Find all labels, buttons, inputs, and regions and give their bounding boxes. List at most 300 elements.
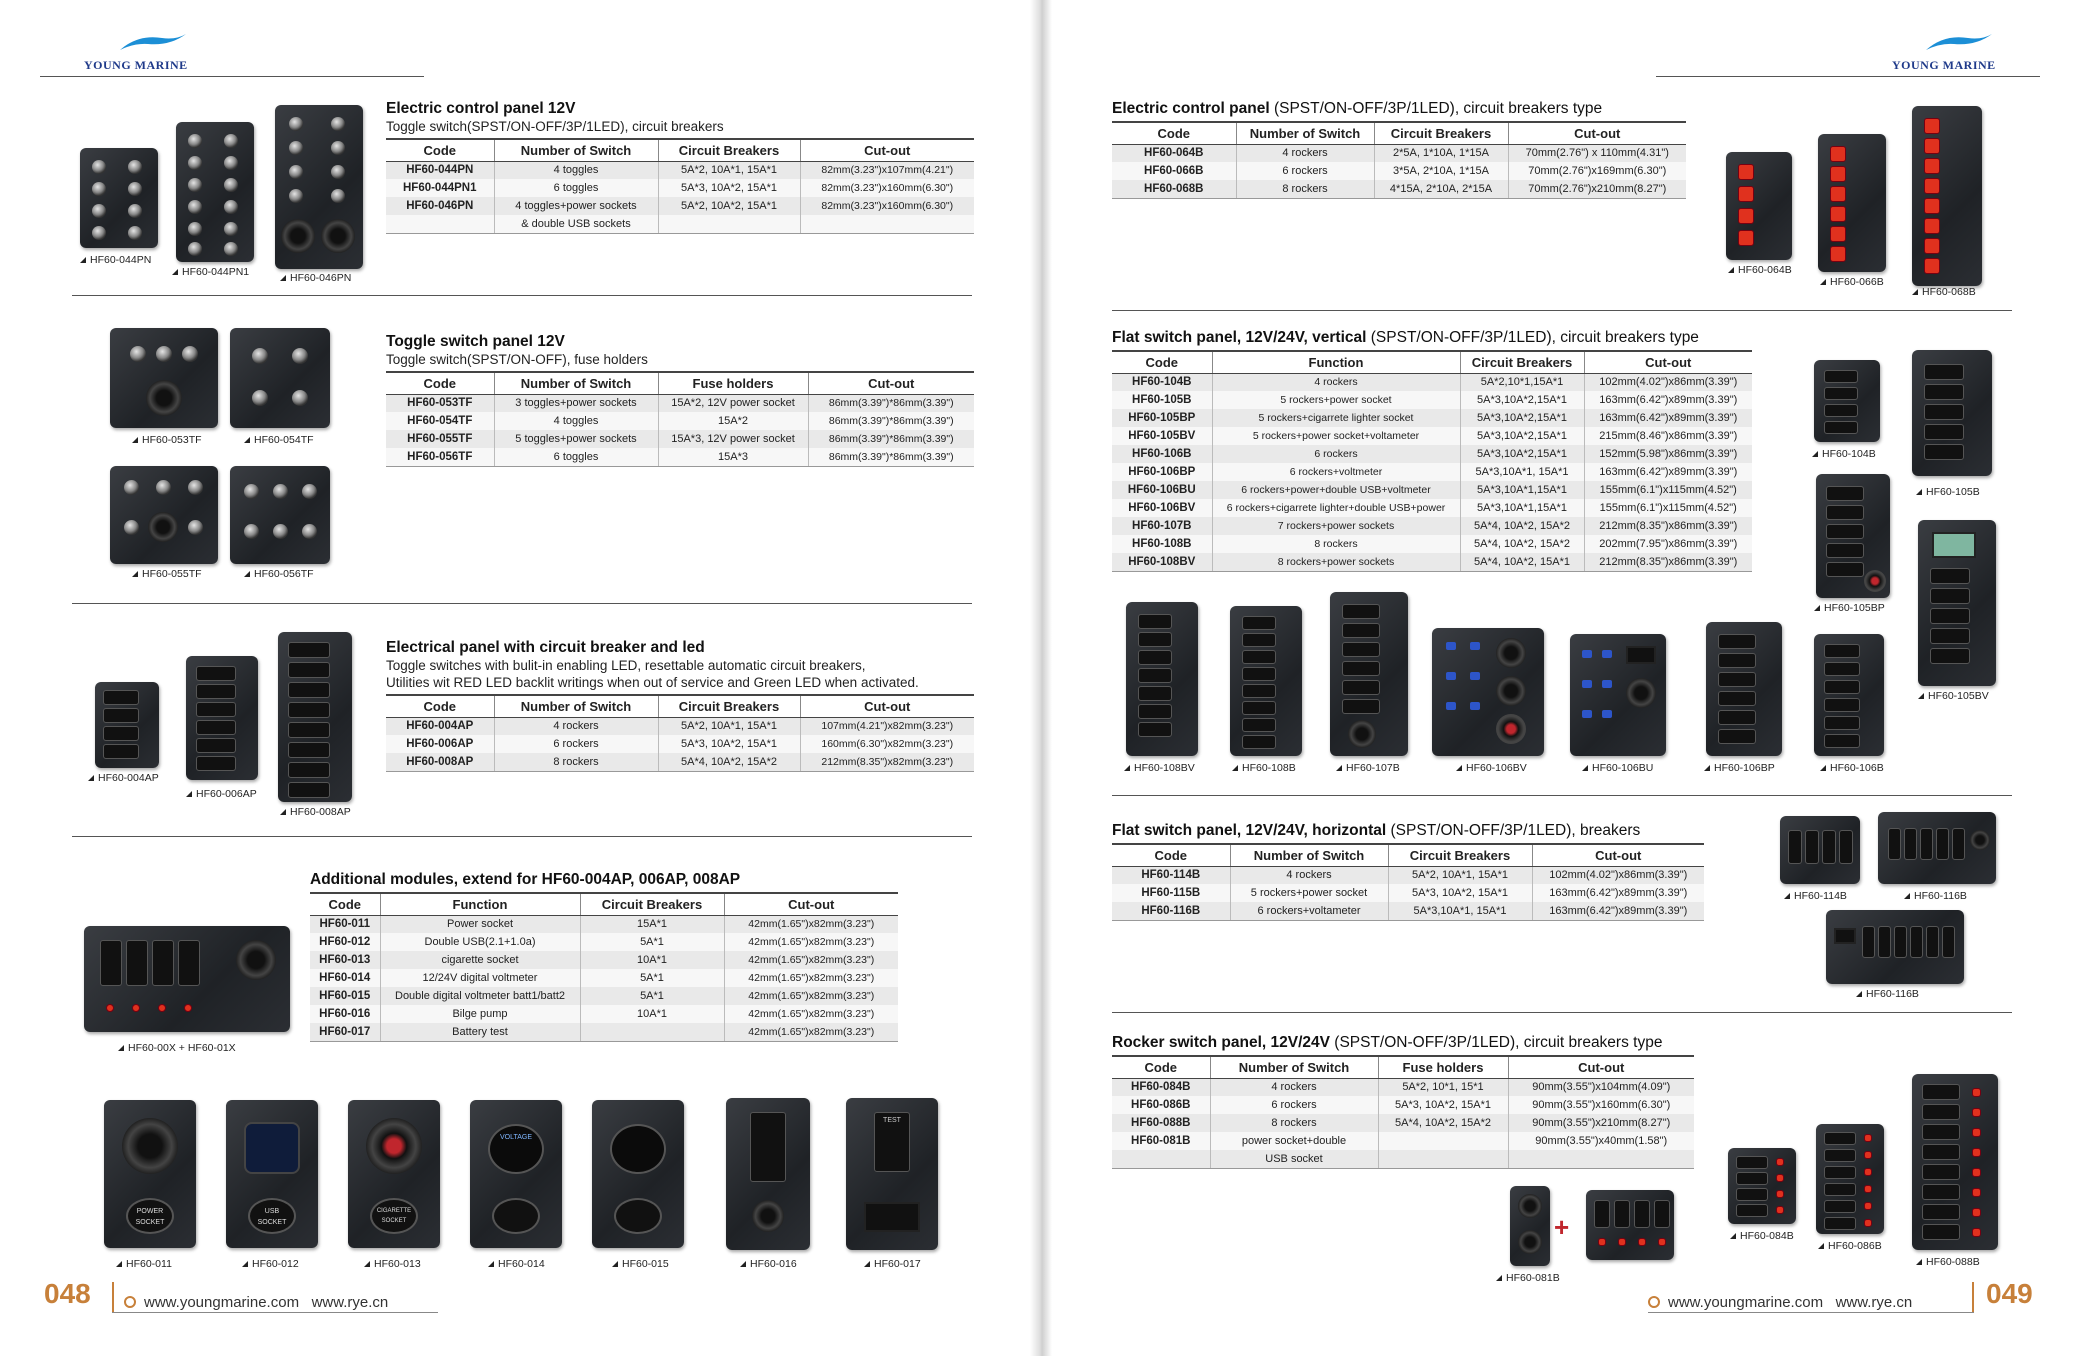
product-image-hf60-053tf	[110, 328, 218, 428]
led-display-icon	[864, 1202, 920, 1232]
spec-table	[1112, 843, 1704, 921]
cell: 3*5A, 2*10A, 1*15A	[1374, 162, 1508, 180]
cell: 4 rockers	[1230, 866, 1388, 884]
product-image-hf60-017	[846, 1098, 938, 1250]
cell: 42mm(1.65")x82mm(3.23")	[724, 951, 898, 969]
section-divider	[72, 603, 972, 604]
table-row	[310, 951, 898, 969]
table-row	[1112, 517, 1752, 535]
caption-hf60-115b: HF60-116B	[1904, 890, 1967, 902]
spec-table	[386, 694, 974, 772]
cell: 6 rockers+voltmeter	[1212, 463, 1460, 481]
voltmeter-display-icon: VOLTAGE	[488, 1124, 544, 1174]
product-image-hf60-066b	[1818, 134, 1886, 272]
cell: 4*15A, 2*10A, 2*15A	[1374, 180, 1508, 198]
caption-hf60-106bp: HF60-106BP	[1704, 762, 1775, 774]
cell-code: HF60-086B	[1112, 1096, 1210, 1114]
cell: 163mm(6.42")x89mm(3.39")	[1532, 902, 1704, 920]
product-image-hf60-081b	[1510, 1186, 1550, 1266]
table-row	[386, 161, 974, 179]
table-row	[386, 430, 974, 448]
product-image-hf60-044pn1	[176, 122, 254, 262]
cell: 8 rockers	[494, 753, 658, 771]
caption-hf60-055tf: HF60-055TF	[132, 568, 202, 580]
cell: 215mm(8.46")x86mm(3.39")	[1584, 427, 1752, 445]
cell-code: HF60-015	[310, 987, 380, 1005]
cell-code: HF60-105BV	[1112, 427, 1212, 445]
cell: 5A*3,10A*1, 15A*1	[1460, 463, 1584, 481]
caption-hf60-013: HF60-013	[364, 1258, 421, 1270]
product-image-hf60-106bp	[1706, 622, 1782, 756]
cell: 5A*3, 10A*2, 15A*1	[1378, 1096, 1508, 1114]
col-header: Function	[380, 893, 580, 915]
section-toggle-switch-panel-12v	[386, 333, 974, 467]
footer-rule-left	[112, 1312, 438, 1313]
spec-table	[310, 892, 898, 1042]
cell: 5A*3, 10A*2, 15A*1	[1388, 884, 1532, 902]
footer-url[interactable]: www.youngmarine.com	[144, 1294, 300, 1311]
cell: 6 rockers	[1236, 162, 1374, 180]
col-header: Cut-out	[800, 695, 974, 717]
caption-hf60-106bu: HF60-106BU	[1582, 762, 1653, 774]
cell: 212mm(8.35")x86mm(3.39")	[1584, 553, 1752, 571]
title-rest: (SPST/ON-OFF/3P/1LED), circuit breakers type	[1370, 329, 1699, 346]
section-electrical-panel-led	[386, 639, 974, 772]
cell-code: HF60-105BP	[1112, 409, 1212, 427]
cell: 152mm(5.98")x86mm(3.39")	[1584, 445, 1752, 463]
module-label: CIGARETTE SOCKET	[370, 1198, 418, 1234]
table-row	[1112, 1114, 1694, 1132]
caption-hf60-00x-combo: HF60-00X + HF60-01X	[118, 1042, 236, 1054]
cell-code: HF60-106BV	[1112, 499, 1212, 517]
cell-code: HF60-016	[310, 1005, 380, 1023]
col-header: Cut-out	[1532, 844, 1704, 866]
cell-code: HF60-046PN	[386, 197, 494, 215]
page-number-right: 049	[1986, 1278, 2033, 1309]
cell-code: HF60-012	[310, 933, 380, 951]
title-rest: (SPST/ON-OFF/3P/1LED), circuit breakers type	[1273, 100, 1603, 117]
cell: 5A*3, 10A*2, 15A*1	[658, 735, 800, 753]
caption-hf60-046pn: HF60-046PN	[280, 272, 351, 284]
dual-voltmeter-display-icon	[610, 1124, 666, 1174]
col-header: Number of Switch	[1236, 122, 1374, 144]
product-image-hf60-056tf	[230, 466, 330, 564]
cell: 4 toggles	[494, 412, 658, 430]
table-row	[310, 1023, 898, 1041]
cell: 5A*2, 10A*1, 15A*1	[658, 717, 800, 735]
table-row	[386, 197, 974, 215]
cell: 6 rockers+power+double USB+voltmeter	[1212, 481, 1460, 499]
col-header: Number of Switch	[1230, 844, 1388, 866]
caption-hf60-106bv: HF60-106BV	[1456, 762, 1527, 774]
table-row	[310, 933, 898, 951]
spec-table	[386, 138, 974, 234]
cell: 86mm(3.39")*86mm(3.39")	[808, 412, 974, 430]
cell: 90mm(3.55")x160mm(6.30")	[1508, 1096, 1694, 1114]
section-flat-switch-vertical	[1112, 329, 1752, 572]
cell-code: HF60-008AP	[386, 753, 494, 771]
spec-table	[1112, 350, 1752, 572]
title-rest: (SPST/ON-OFF/3P/1LED), breakers	[1390, 822, 1641, 839]
cell: 212mm(8.35")x86mm(3.39")	[1584, 517, 1752, 535]
col-header: Cut-out	[1508, 1056, 1694, 1078]
cell-code: HF60-088B	[1112, 1114, 1210, 1132]
product-image-hf60-046pn	[275, 105, 363, 269]
col-header: Code	[1112, 351, 1212, 373]
col-header: Number of Switch	[1210, 1056, 1378, 1078]
caption-hf60-105bp: HF60-105BP	[1814, 602, 1885, 614]
caption-hf60-086b: HF60-086B	[1818, 1240, 1882, 1252]
title-bold: Electric control panel	[1112, 100, 1270, 117]
caption-hf60-088b: HF60-088B	[1916, 1256, 1980, 1268]
cell: 107mm(4.21")x82mm(3.23")	[800, 717, 974, 735]
cell: 42mm(1.65")x82mm(3.23")	[724, 933, 898, 951]
cell-code	[1112, 1150, 1210, 1168]
cell: 160mm(6.30")x82mm(3.23")	[800, 735, 974, 753]
product-image-hf60-011	[104, 1100, 196, 1248]
table-row	[1112, 180, 1686, 198]
cell-code: HF60-081B	[1112, 1132, 1210, 1150]
product-image-hf60-108bv	[1126, 602, 1198, 756]
cell: 5 rockers+cigarrete lighter socket	[1212, 409, 1460, 427]
cell-code: HF60-014	[310, 969, 380, 987]
section-electric-control-panel	[1112, 100, 1686, 199]
cell: 10A*1	[580, 1005, 724, 1023]
cell: 102mm(4.02")x86mm(3.39")	[1584, 373, 1752, 391]
product-image-hf60-054tf	[230, 328, 330, 428]
cell: 15A*3, 12V power socket	[658, 430, 808, 448]
cell: 15A*2, 12V power socket	[658, 394, 808, 412]
caption-hf60-068b: HF60-068B	[1912, 286, 1976, 298]
cell-code: HF60-104B	[1112, 373, 1212, 391]
section-electric-control-panel-12v	[386, 100, 974, 234]
section-title: Electrical panel with circuit breaker and led	[386, 639, 705, 656]
col-header: Code	[1112, 122, 1236, 144]
globe-icon	[124, 1296, 136, 1308]
section-title	[1112, 329, 1752, 347]
cell: 4 rockers	[1236, 144, 1374, 162]
cell-code: HF60-017	[310, 1023, 380, 1041]
col-header: Circuit Breakers	[1388, 844, 1532, 866]
header-rule-right	[1656, 76, 2040, 77]
title-bold: Flat switch panel, 12V/24V, vertical	[1112, 329, 1367, 346]
cell: 163mm(6.42")x89mm(3.39")	[1584, 391, 1752, 409]
cell: 90mm(3.55")x104mm(4.09")	[1508, 1078, 1694, 1096]
section-subtitle: Utilities wit RED LED backlit writings when out of service and Green LED when activated.	[386, 675, 919, 690]
table-row	[310, 987, 898, 1005]
cell: 5 rockers+power socket	[1230, 884, 1388, 902]
product-image-hf60-106bu	[1570, 634, 1666, 756]
product-image-hf60-115b	[1878, 812, 1996, 884]
caption-hf60-114b: HF60-114B	[1784, 890, 1847, 902]
section-subtitle: Toggle switches with bulit-in enabling LED, resettable automatic circuit breakers,	[386, 658, 866, 673]
caption-hf60-017: HF60-017	[864, 1258, 921, 1270]
caption-hf60-066b: HF60-066B	[1820, 276, 1884, 288]
col-header: Code	[386, 695, 494, 717]
section-subtitle: Toggle switch(SPST/ON-OFF), fuse holders	[386, 352, 648, 367]
caption-hf60-056tf: HF60-056TF	[244, 568, 314, 580]
product-image-hf60-104b	[1814, 360, 1880, 442]
cell: 10A*1	[580, 951, 724, 969]
cell: 42mm(1.65")x82mm(3.23")	[724, 1023, 898, 1041]
cell: 82mm(3.23")x160mm(6.30")	[800, 197, 974, 215]
footer-url[interactable]: www.youngmarine.com	[1668, 1294, 1824, 1311]
cell: 163mm(6.42")x89mm(3.39")	[1532, 884, 1704, 902]
cell: 5A*1	[580, 969, 724, 987]
col-header: Code	[1112, 844, 1230, 866]
product-image-hf60-006ap	[186, 656, 258, 780]
cell: 5A*3,10A*2,15A*1	[1460, 445, 1584, 463]
title-bold: Flat switch panel, 12V/24V, horizontal	[1112, 822, 1387, 839]
table-row	[1112, 553, 1752, 571]
cell-code: HF60-084B	[1112, 1078, 1210, 1096]
product-image-hf60-00x-combo	[84, 926, 290, 1032]
cell: 8 rockers	[1212, 535, 1460, 553]
cell: Bilge pump	[380, 1005, 580, 1023]
col-header: Fuse holders	[1378, 1056, 1508, 1078]
cell-code: HF60-053TF	[386, 394, 494, 412]
table-row	[1112, 409, 1752, 427]
globe-icon	[1648, 1296, 1660, 1308]
caption-hf60-084b: HF60-084B	[1730, 1230, 1794, 1242]
product-image-hf60-055tf	[110, 466, 218, 564]
cell: 42mm(1.65")x82mm(3.23")	[724, 969, 898, 987]
product-image-hf60-004ap	[95, 682, 159, 768]
table-row	[1112, 391, 1752, 409]
caption-hf60-004ap: HF60-004AP	[88, 772, 159, 784]
product-image-hf60-014	[470, 1100, 562, 1248]
cell: & double USB sockets	[494, 215, 658, 233]
page-number-left: 048	[44, 1278, 91, 1309]
table-row	[1112, 162, 1686, 180]
caption-hf60-064b: HF60-064B	[1728, 264, 1792, 276]
cell: 5A*2, 10A*1, 15A*1	[658, 161, 800, 179]
col-header: Circuit Breakers	[658, 695, 800, 717]
cell-code	[386, 215, 494, 233]
cell-code: HF60-106BU	[1112, 481, 1212, 499]
footer-url[interactable]: www.rye.cn	[1835, 1294, 1913, 1311]
footer-separator	[1972, 1282, 1974, 1312]
cell: 5A*3,10A*1,15A*1	[1460, 481, 1584, 499]
table-row	[1112, 1150, 1694, 1168]
col-header: Function	[1212, 351, 1460, 373]
caption-hf60-012: HF60-012	[242, 1258, 299, 1270]
cell-code: HF60-054TF	[386, 412, 494, 430]
module-label: USB SOCKET	[248, 1198, 296, 1234]
cell-code: HF60-068B	[1112, 180, 1236, 198]
caption-hf60-044pn1: HF60-044PN1	[172, 266, 249, 278]
product-image-hf60-108b	[1230, 606, 1302, 756]
table-row	[1112, 1132, 1694, 1150]
product-image-hf60-088b	[1912, 1074, 1998, 1250]
cell-code: HF60-011	[310, 915, 380, 933]
table-row	[1112, 144, 1686, 162]
cell: 5A*3,10A*1,15A*1	[1460, 499, 1584, 517]
cell: 5 toggles+power sockets	[494, 430, 658, 448]
col-header: Circuit Breakers	[580, 893, 724, 915]
cell	[1508, 1150, 1694, 1168]
cell: 42mm(1.65")x82mm(3.23")	[724, 987, 898, 1005]
section-title: Toggle switch panel 12V	[386, 333, 565, 350]
cell: 6 rockers+cigarrete lighter+double USB+power	[1212, 499, 1460, 517]
cell: 5 rockers+power socket+voltameter	[1212, 427, 1460, 445]
footer-separator	[112, 1282, 114, 1312]
cell: 70mm(2.76")x210mm(8.27")	[1508, 180, 1686, 198]
table-row	[1112, 463, 1752, 481]
cell-code: HF60-105B	[1112, 391, 1212, 409]
caption-hf60-008ap: HF60-008AP	[280, 806, 351, 818]
caption-hf60-016: HF60-016	[740, 1258, 797, 1270]
spec-table	[386, 371, 974, 467]
cell: Power socket	[380, 915, 580, 933]
table-row	[1112, 535, 1752, 553]
title-rest: (SPST/ON-OFF/3P/1LED), circuit breakers type	[1334, 1034, 1663, 1051]
cell: 4 rockers	[1212, 373, 1460, 391]
col-header: Cut-out	[724, 893, 898, 915]
cell-code: HF60-115B	[1112, 884, 1230, 902]
brand-wave-icon	[1924, 30, 1994, 54]
section-rocker-switch-panel	[1112, 1034, 1694, 1169]
cell: 5A*4, 10A*2, 15A*2	[1378, 1114, 1508, 1132]
col-header: Cut-out	[1508, 122, 1686, 144]
cell: 6 rockers	[494, 735, 658, 753]
product-image-hf60-105bv	[1918, 520, 1996, 686]
section-title	[1112, 822, 1704, 840]
cell: 82mm(3.23")x107mm(4.21")	[800, 161, 974, 179]
cell: Battery test	[380, 1023, 580, 1041]
col-header: Cut-out	[800, 139, 974, 161]
col-header: Code	[386, 139, 494, 161]
col-header: Code	[310, 893, 380, 915]
caption-hf60-081b: HF60-081B	[1496, 1272, 1560, 1284]
spec-table	[1112, 121, 1686, 199]
caption-hf60-015: HF60-015	[612, 1258, 669, 1270]
cell: 5A*1	[580, 987, 724, 1005]
cell: 8 rockers	[1236, 180, 1374, 198]
caption-hf60-053tf: HF60-053TF	[132, 434, 202, 446]
cell: 15A*3	[658, 448, 808, 466]
col-header: Number of Switch	[494, 139, 658, 161]
col-header: Fuse holders	[658, 372, 808, 394]
cell: 6 toggles	[494, 179, 658, 197]
cell: 15A*1	[580, 915, 724, 933]
cell: USB socket	[1210, 1150, 1378, 1168]
cell: 5A*1	[580, 933, 724, 951]
section-title	[1112, 1034, 1694, 1052]
cell: 5A*3,10A*2,15A*1	[1460, 427, 1584, 445]
section-flat-switch-horizontal	[1112, 822, 1704, 921]
cell: power socket+double	[1210, 1132, 1378, 1150]
cell: 5A*3,10A*2,15A*1	[1460, 409, 1584, 427]
cell: 86mm(3.39")*86mm(3.39")	[808, 448, 974, 466]
product-image-hf60-106bv	[1432, 628, 1544, 756]
cell	[1378, 1132, 1508, 1150]
cell: 90mm(3.55")x40mm(1.58")	[1508, 1132, 1694, 1150]
table-row	[1112, 427, 1752, 445]
table-row	[1112, 373, 1752, 391]
cell: 5A*3,10A*2,15A*1	[1460, 391, 1584, 409]
section-subtitle: Toggle switch(SPST/ON-OFF/3P/1LED), circuit breakers	[386, 119, 724, 134]
header-rule-left	[40, 76, 424, 77]
table-row	[310, 1005, 898, 1023]
cell: Double USB(2.1+1.0a)	[380, 933, 580, 951]
cell-code: HF60-066B	[1112, 162, 1236, 180]
cell-code: HF60-044PN1	[386, 179, 494, 197]
col-header: Code	[386, 372, 494, 394]
col-header: Cut-out	[1584, 351, 1752, 373]
cell: 3 toggles+power sockets	[494, 394, 658, 412]
cell: 155mm(6.1")x115mm(4.52")	[1584, 499, 1752, 517]
product-image-hf60-012	[226, 1100, 318, 1248]
caption-hf60-108b: HF60-108B	[1232, 762, 1296, 774]
caption-hf60-014: HF60-014	[488, 1258, 545, 1270]
page-gutter	[1030, 0, 1052, 1356]
cell	[580, 1023, 724, 1041]
cell-code: HF60-055TF	[386, 430, 494, 448]
cell: 82mm(3.23")x160mm(6.30")	[800, 179, 974, 197]
cell: 70mm(2.76")x169mm(6.30")	[1508, 162, 1686, 180]
brand-logo-left: YOUNG MARINE	[84, 58, 188, 72]
caption-hf60-107b: HF60-107B	[1336, 762, 1400, 774]
product-image-hf60-081b-panel	[1586, 1190, 1674, 1260]
col-header: Circuit Breakers	[1374, 122, 1508, 144]
table-row	[310, 969, 898, 987]
cell: 90mm(3.55")x210mm(8.27")	[1508, 1114, 1694, 1132]
table-row	[386, 412, 974, 430]
cell: 4 toggles+power sockets	[494, 197, 658, 215]
cell-code: HF60-056TF	[386, 448, 494, 466]
col-header: Code	[1112, 1056, 1210, 1078]
table-row	[386, 735, 974, 753]
section-divider	[1112, 310, 2012, 311]
table-row	[1112, 1078, 1694, 1096]
cell-code: HF60-114B	[1112, 866, 1230, 884]
cell	[800, 215, 974, 233]
cell: 5A*2, 10A*2, 15A*1	[658, 197, 800, 215]
caption-hf60-105bv: HF60-105BV	[1918, 690, 1989, 702]
cell: 5A*3,10A*1, 15A*1	[1388, 902, 1532, 920]
cell: 6 rockers	[1210, 1096, 1378, 1114]
cell: 102mm(4.02")x86mm(3.39")	[1532, 866, 1704, 884]
cell: 7 rockers+power sockets	[1212, 517, 1460, 535]
cell-code: HF60-116B	[1112, 902, 1230, 920]
cell-code: HF60-004AP	[386, 717, 494, 735]
footer-url[interactable]: www.rye.cn	[311, 1294, 389, 1311]
section-title: Electric control panel 12V	[386, 100, 576, 117]
cell-code: HF60-006AP	[386, 735, 494, 753]
product-image-hf60-068b	[1912, 106, 1982, 286]
brand-logo-right: YOUNG MARINE	[1892, 58, 1996, 72]
plus-icon: +	[1554, 1212, 1570, 1242]
cell: 5A*4, 10A*2, 15A*2	[1460, 535, 1584, 553]
cell: 12/24V digital voltmeter	[380, 969, 580, 987]
cell-code: HF60-108B	[1112, 535, 1212, 553]
table-row	[1112, 902, 1704, 920]
section-divider	[72, 295, 972, 296]
cell: 5A*4, 10A*2, 15A*1	[1460, 553, 1584, 571]
cell: 42mm(1.65")x82mm(3.23")	[724, 1005, 898, 1023]
cell: 5 rockers+power socket	[1212, 391, 1460, 409]
cell-code: HF60-106B	[1112, 445, 1212, 463]
product-image-hf60-105bp	[1816, 474, 1890, 598]
product-image-hf60-016	[726, 1098, 810, 1250]
caption-hf60-108bv: HF60-108BV	[1124, 762, 1195, 774]
cell: 2*5A, 1*10A, 1*15A	[1374, 144, 1508, 162]
cell: 6 rockers+voltameter	[1230, 902, 1388, 920]
caption-hf60-044pn: HF60-044PN	[80, 254, 151, 266]
cell: 5A*2, 10*1, 15*1	[1378, 1078, 1508, 1096]
cell-code: HF60-064B	[1112, 144, 1236, 162]
